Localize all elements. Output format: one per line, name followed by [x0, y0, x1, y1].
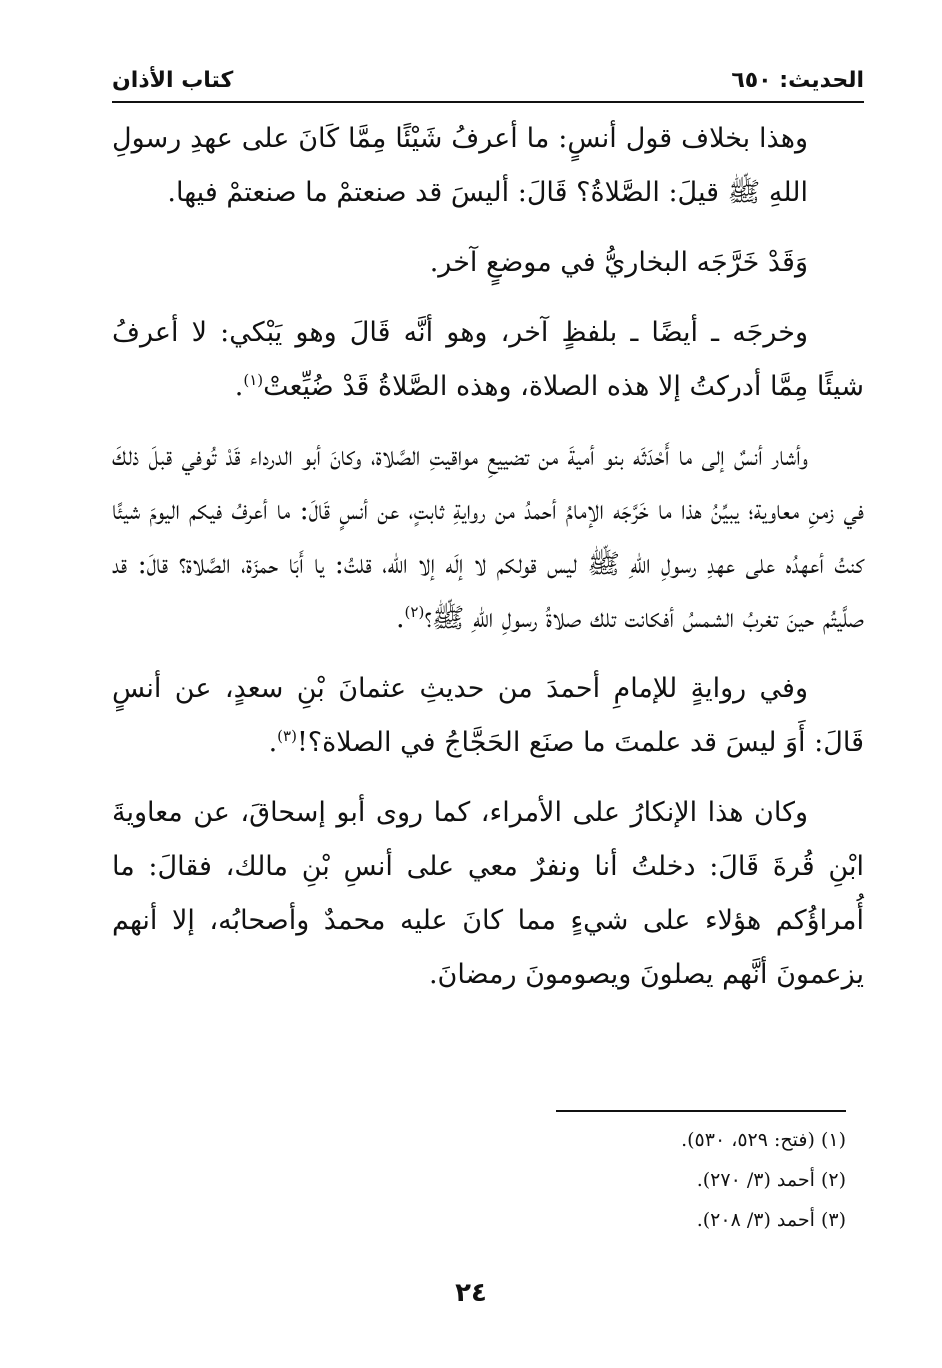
footnotes — [246, 1120, 846, 1240]
footnote-1: (١) (فتح: ٥٢٩، ٥٣٠). — [681, 1129, 846, 1151]
footnote-ref-2[interactable]: (٢) — [404, 603, 425, 621]
page-number: ٢٤ — [455, 1278, 487, 1308]
header-divider — [112, 101, 864, 103]
footnote-2: (٢) أحمد (٣/ ٢٧٠). — [696, 1169, 846, 1191]
footnote-3: (٣) أحمد (٣/ ٢٠٨). — [696, 1209, 846, 1231]
paragraph-3: وخرجَه ـ أيضًا ـ بلفظٍ آخر، وهو أنَّه قَالَ وهو يَبْكي: لا أعرفُ شيئًا مِمَّا أدركتُ إلا هذه الصلاة، وهذه الصَّلاةُ قَدْ ضُيِّعتْ$^{(١)}$. — [112, 317, 864, 402]
paragraph-4: وأشار أنسٌ إلى ما أَحْدَثَه بنو أميةَ من تضييعِ مواقيتِ الصَّلاة، وكانَ أبو الدرداء قَدْ تُوفي قبلَ ذلكَ في زمنِ معاوية؛ يبيِّنُ هذا ما خَرَّجَه الإمامُ أحمدُ من روايةِ ثابتٍ، عن أنسٍ قَالَ: ما أعرفُ فيكم اليومَ شيئًا كنتُ أعهدُه على عهدِ رسولِ اللهِ ﷺ ليس قولكم لا إلَه إلا الله، قلتُ: يا أَبَا حمزَة، الصَّلاة؟ قالَ: قد صلَّيتُم حينَ تغربُ الشمسُ أفكانت تلك صلاةُ رسولِ اللهِ ﷺ؟$^{(٢)}$. — [112, 441, 864, 634]
footnote-ref-3[interactable]: (٣) — [277, 727, 297, 745]
main-text — [112, 112, 864, 1018]
paragraph-2: وَقَدْ خَرَّجَه البخاريُّ في موضعٍ آخر. — [429, 247, 808, 278]
paragraph-5: وفي روايةٍ للإمامِ أحمدَ من حديثِ عثمانَ بْنِ سعدٍ، عن أنسٍ قَالَ: أَوَ ليسَ قد علمتَ ما صنَع الحَجَّاجُ في الصلاة؟!$^{(٣)}$. — [112, 673, 864, 758]
hadith-number: الحديث: ٦٥٠ — [731, 68, 864, 93]
footnote-ref-1[interactable]: (١) — [243, 371, 264, 389]
paragraph-6: وكان هذا الإنكارُ على الأمراء، كما روى أبو إسحاقَ، عن معاويةَ ابْنِ قُرةَ قَالَ: دخلتُ أنا ونفرٌ معي على أنسِ بْنِ مالك، فقالَ: ما أُمراؤُكم هؤلاء على شيءٍ مما كانَ عليه محمدٌ وأصحابُه، إلا أنهم يزعمونَ أنَّهم يصلونَ ويصومونَ رمضانَ. — [112, 797, 864, 990]
paragraph-1: وهذا بخلاف قول أنسٍ: ما أعرفُ شَيْئًا مِمَّا كَانَ على عهدِ رسولِ اللهِ ﷺ قيلَ: الصَّلاةُ؟ قَالَ: أليسَ قد صنعتمْ ما صنعتمْ فيها. — [112, 123, 808, 208]
footnote-divider — [556, 1110, 846, 1112]
running-header — [112, 62, 864, 102]
book-title: كتاب الأذان — [112, 68, 234, 93]
